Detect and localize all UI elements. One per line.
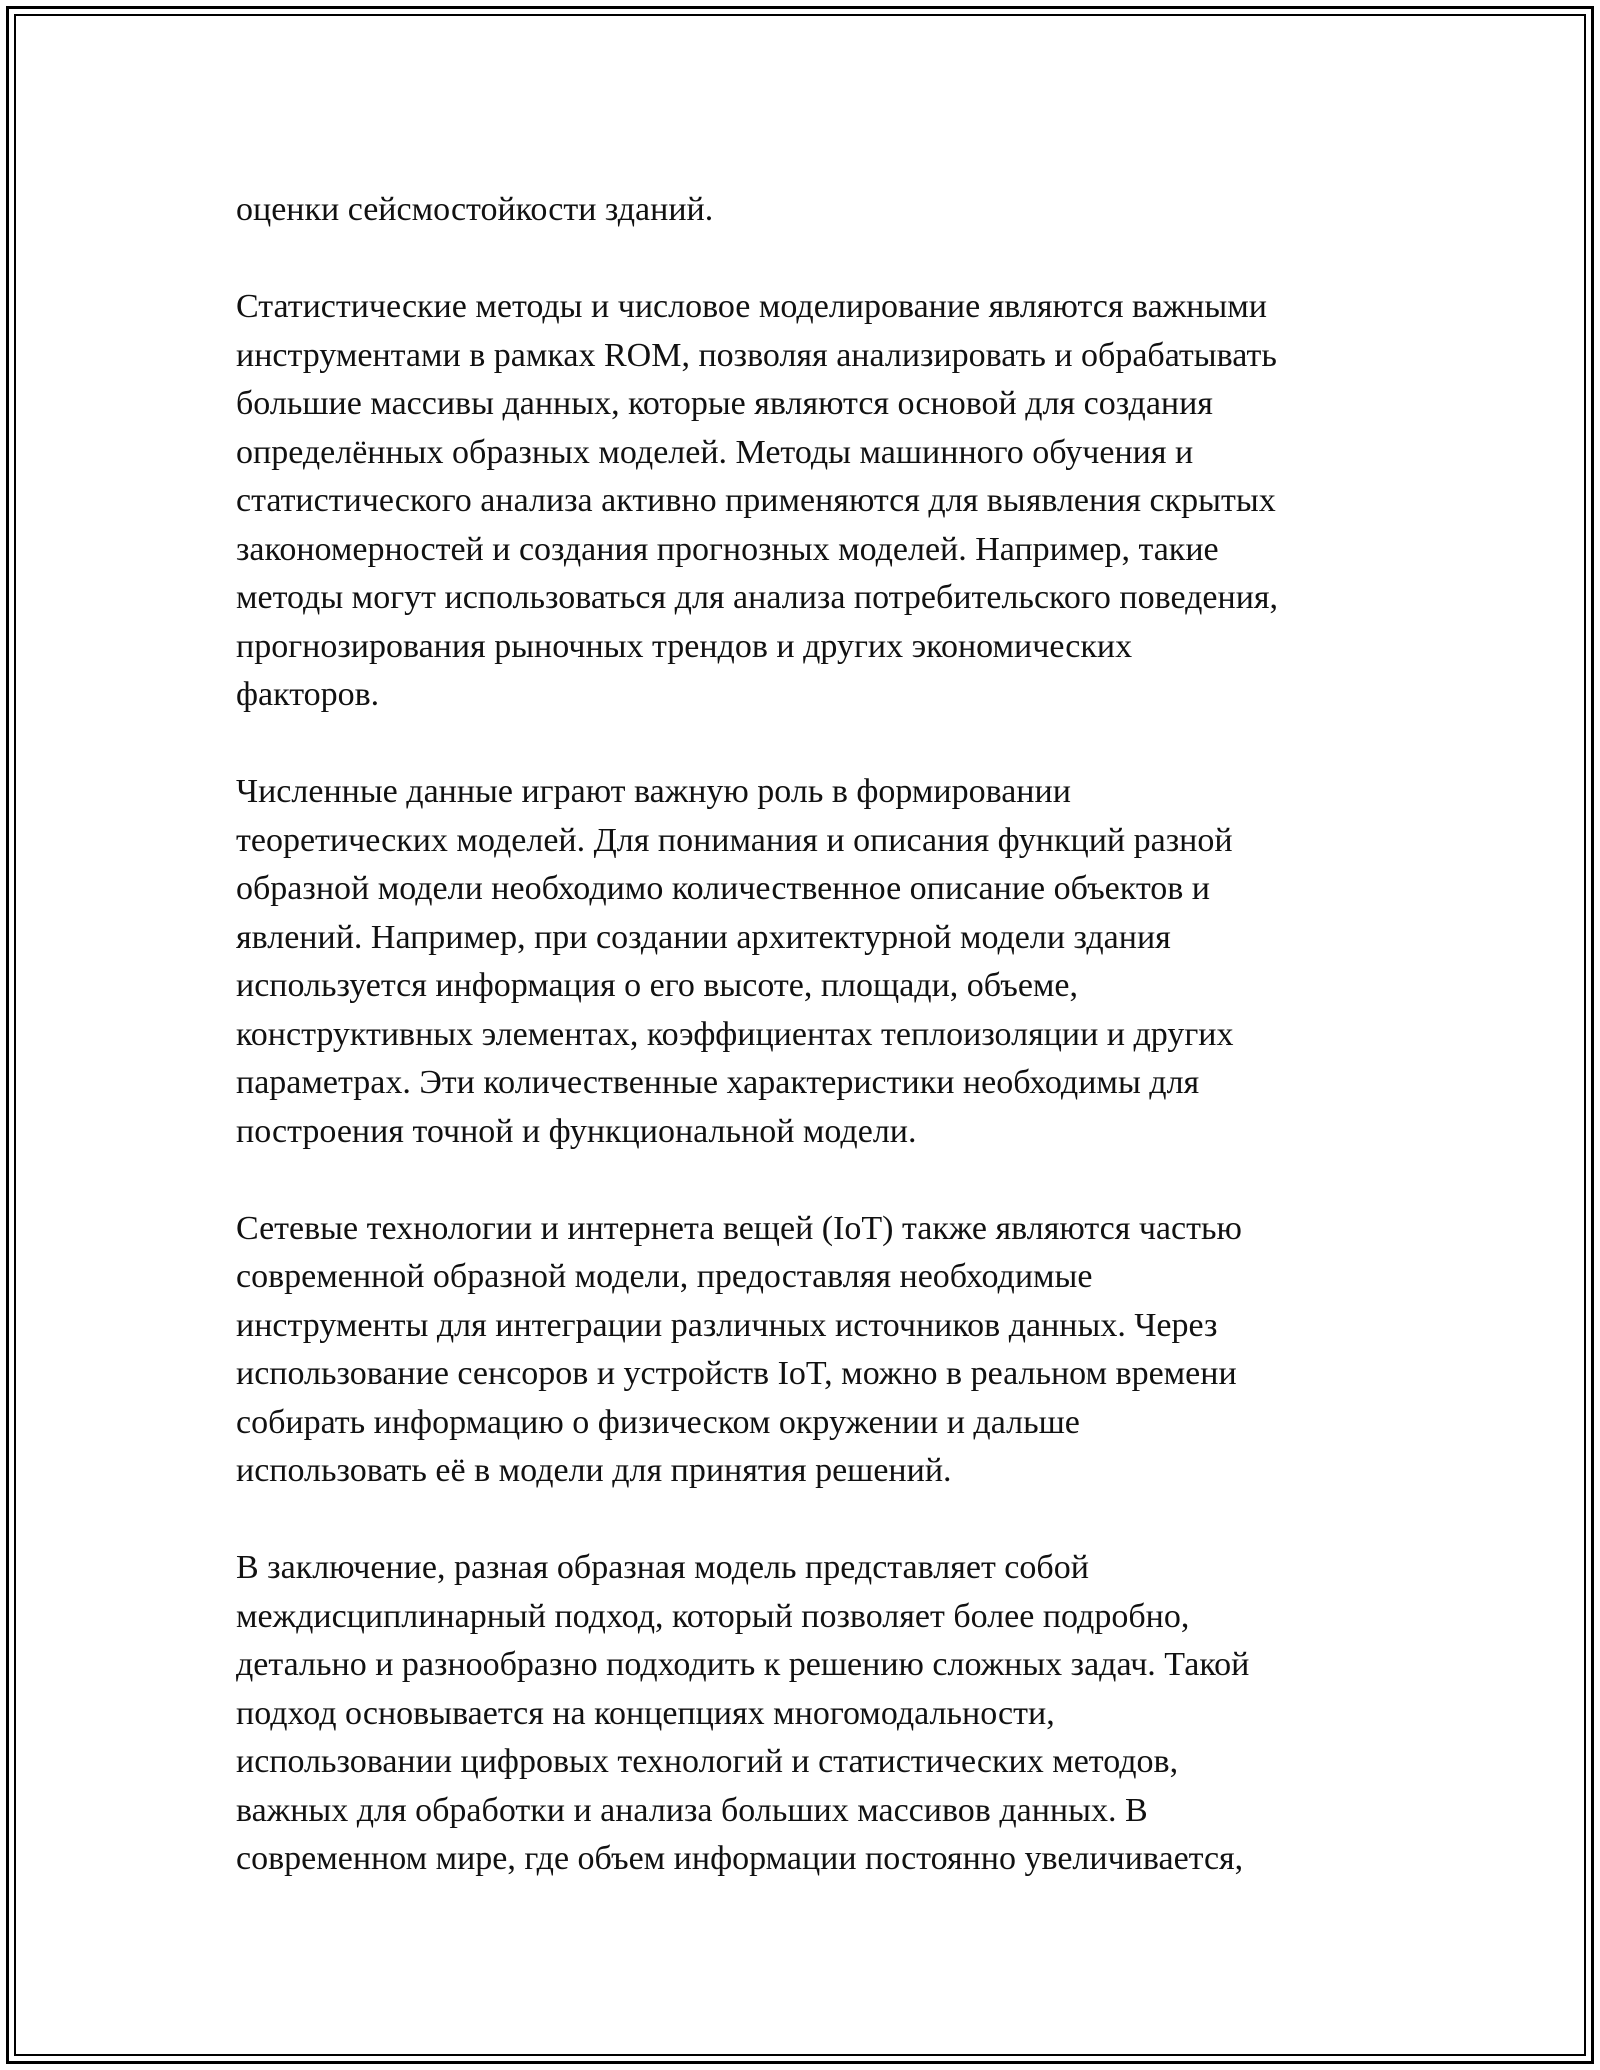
text-line: инструментами в рамках ROM, позволяя анализировать и обрабатывать — [236, 336, 1277, 374]
text-line: использовать её в модели для принятия решений. — [236, 1452, 952, 1489]
text-line: теоретических моделей. Для понимания и описания функций разной — [236, 821, 1233, 859]
document-body — [236, 186, 1386, 1884]
text-line: детально и разнообразно подходить к решению сложных задач. Такой — [236, 1646, 1250, 1683]
text-line: Статистические методы и числовое моделирование являются важными — [236, 288, 1267, 325]
text-line: конструктивных элементах, коэффициентах теплоизоляции и других — [236, 1015, 1234, 1053]
text-line: инструменты для интеграции различных источников данных. Через — [236, 1306, 1218, 1344]
text-line: использование сенсоров и устройств IoT, можно в реальном времени — [236, 1355, 1237, 1392]
text-line: образной модели необходимо количественное описание объектов и — [236, 870, 1210, 907]
text-line: подход основывается на концепциях многомодальности, — [236, 1694, 1055, 1732]
text-line: построения точной и функциональной модели. — [236, 1112, 917, 1150]
paragraph — [236, 283, 1386, 720]
text-line: явлений. Например, при создании архитектурной модели здания — [236, 918, 1171, 956]
paragraph — [236, 1205, 1386, 1496]
text-line: Сетевые технологии и интернета вещей (IoT) также являются частью — [236, 1209, 1242, 1247]
paragraph-gap — [236, 720, 1386, 769]
text-line: междисциплинарный подход, который позволяет более подробно, — [236, 1597, 1190, 1635]
text-line: параметрах. Эти количественные характеристики необходимы для — [236, 1064, 1200, 1101]
text-line: методы могут использоваться для анализа потребительского поведения, — [236, 579, 1279, 616]
text-line: факторов. — [236, 676, 380, 713]
text-line: важных для обработки и анализа больших массивов данных. В — [236, 1791, 1148, 1829]
text-line: В заключение, разная образная модель представляет собой — [236, 1549, 1089, 1586]
text-line: собирать информацию о физическом окружении и дальше — [236, 1403, 1080, 1441]
text-line: оценки сейсмостойкости зданий. — [236, 191, 714, 228]
text-line: Численные данные играют важную роль в формировании — [236, 773, 1071, 810]
paragraph-gap — [236, 235, 1386, 284]
text-line: закономерностей и создания прогнозных моделей. Например, такие — [236, 530, 1219, 568]
text-line: статистического анализа активно применяются для выявления скрытых — [236, 482, 1276, 519]
paragraph — [236, 1544, 1386, 1884]
paragraph — [236, 768, 1386, 1156]
text-line: прогнозирования рыночных трендов и других экономических — [236, 627, 1133, 665]
text-line: определённых образных моделей. Методы машинного обучения и — [236, 433, 1194, 471]
paragraph-gap — [236, 1156, 1386, 1205]
text-line: использовании цифровых технологий и статистических методов, — [236, 1743, 1179, 1780]
text-line: используется информация о его высоте, площади, объеме, — [236, 967, 1079, 1004]
text-line: современной образной модели, предоставляя необходимые — [236, 1258, 1093, 1295]
paragraph — [236, 186, 1386, 235]
text-line: большие массивы данных, которые являются основой для создания — [236, 385, 1213, 422]
text-line: современном мире, где объем информации постоянно увеличивается, — [236, 1840, 1244, 1877]
paragraph-gap — [236, 1496, 1386, 1545]
